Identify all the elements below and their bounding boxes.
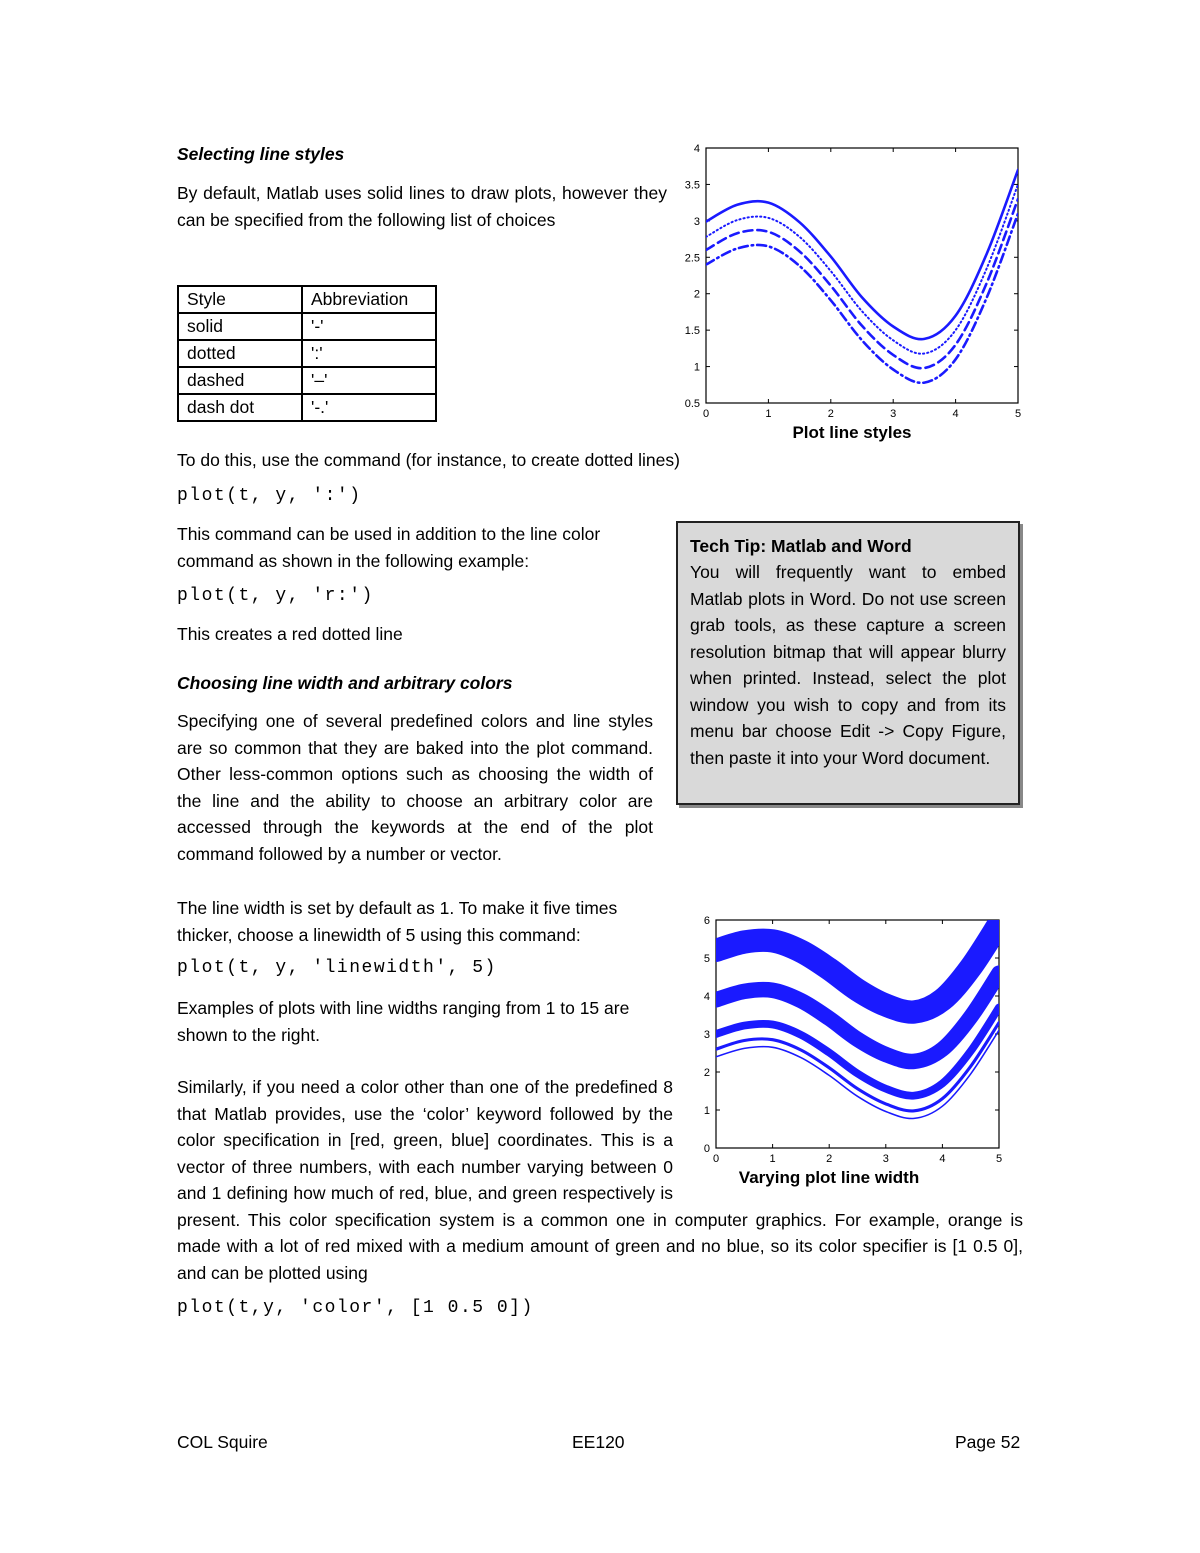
y-tick-label: 3.5: [684, 179, 700, 192]
y-tick-label: 3: [693, 215, 700, 228]
line-width-chart: [694, 905, 1014, 1170]
x-tick-label: 3: [890, 408, 897, 420]
x-tick-label: 1: [765, 408, 772, 420]
table-cell: dash dot: [178, 394, 302, 421]
x-tick-label: 0: [702, 408, 710, 420]
x-tick-label: 4: [939, 1153, 946, 1165]
table-row: [178, 313, 436, 340]
y-tick-label: 2: [703, 1067, 710, 1079]
table-cell: '-.': [302, 394, 436, 421]
line-styles-table: [177, 285, 437, 422]
y-tick-label: 1: [703, 1105, 710, 1117]
table-header-cell: Abbreviation: [302, 286, 436, 313]
section-heading-line-styles: Selecting line styles: [177, 144, 345, 164]
code-dotted: plot(t, y, ':'): [177, 486, 362, 506]
line-width-chart-caption: Varying plot line width: [738, 1168, 920, 1187]
line-styles-chart: [676, 140, 1026, 425]
table-cell: ':': [302, 340, 436, 367]
table-cell: dashed: [178, 367, 302, 394]
y-tick-label: 4: [693, 143, 700, 155]
footer-page-number: Page 52: [955, 1432, 1021, 1452]
instruction-text: To do this, use the command (for instance, to create dotted lines): [177, 450, 680, 470]
x-tick-label: 2: [827, 408, 834, 420]
table-cell: solid: [178, 313, 302, 340]
color-paragraph-text: Similarly, if you need a color other than one of the predefined 8 that Matlab provides, use the ‘color’ keyword followed by the color specification in [red, green, blue] coordinates. This is a vector of three numbers, with each number varying between 0 and 1 defining how much of red, blue, and green respectively is present. This color specification system is a common one in computer graphics. For example, orange is made with a lot of red mixed with a medium amount of green and no blue, so its color specifier is [1 0.5 0], and can be plotted using: [177, 1077, 1023, 1283]
code-orange-color: plot(t,y, 'color', [1 0.5 0]): [177, 1298, 534, 1318]
tech-tip-title: Tech Tip: Matlab and Word: [690, 536, 912, 556]
footer-author: COL Squire: [177, 1432, 268, 1452]
table-cell: '-': [302, 313, 436, 340]
y-tick-label: 4: [703, 991, 710, 1003]
y-tick-label: 2: [693, 288, 700, 301]
intro-paragraph: By default, Matlab uses solid lines to draw plots, however they can be specified from the following list of choices: [177, 183, 667, 230]
table-cell: '–': [302, 367, 436, 394]
line-width-examples-text: Examples of plots with line widths ranging from 1 to 15 are shown to the right.: [177, 998, 630, 1045]
y-tick-label: 6: [703, 915, 710, 927]
code-red-dotted: plot(t, y, 'r:'): [177, 586, 374, 606]
x-tick-label: 0: [712, 1153, 720, 1165]
color-command-text: This command can be used in addition to the line color command as shown in the following example:: [177, 524, 601, 571]
x-tick-label: 5: [1014, 408, 1022, 420]
x-tick-label: 1: [769, 1153, 776, 1165]
table-header-cell: Style: [178, 286, 302, 313]
line-width-default-text: The line width is set by default as 1. To make it five times thicker, choose a linewidth of 5 using this command:: [177, 898, 618, 945]
tech-tip-body: You will frequently want to embed Matlab plots in Word. Do not use screen grab tools, as these capture a screen resolution bitmap that will appear blurry when printed. Instead, select the plot window you wish to copy and from its menu bar choose Edit -> Copy Figure, then paste it into your Word document.: [690, 562, 1006, 768]
code-linewidth: plot(t, y, 'linewidth', 5): [177, 958, 497, 978]
table-header-row: [178, 286, 436, 313]
x-tick-label: 2: [826, 1153, 833, 1165]
table-row: [178, 394, 436, 421]
y-tick-label: 0.5: [684, 398, 700, 410]
line-width-intro-text: Specifying one of several predefined colors and line styles are so common that they are baked into the plot command. Other less-common options such as choosing the width of the line and the ability to choose an arbitrary color are accessed through the keywords at the end of the plot command followed by a number or vector.: [177, 711, 653, 864]
y-tick-label: 3: [703, 1029, 710, 1041]
table-row: [178, 367, 436, 394]
x-tick-label: 5: [995, 1153, 1003, 1165]
red-dotted-text: This creates a red dotted line: [177, 624, 403, 644]
y-tick-label: 0: [703, 1143, 710, 1155]
tech-tip-box: [676, 521, 1020, 805]
plot-frame: [706, 148, 1018, 403]
y-tick-label: 2.5: [684, 252, 700, 265]
line-styles-chart-caption: Plot line styles: [792, 423, 912, 442]
table-cell: dotted: [178, 340, 302, 367]
y-tick-label: 1: [693, 361, 700, 374]
x-tick-label: 3: [882, 1153, 889, 1165]
section-heading-line-width: Choosing line width and arbitrary colors: [177, 673, 513, 693]
y-tick-label: 1.5: [684, 325, 700, 338]
table-row: [178, 340, 436, 367]
y-tick-label: 5: [703, 953, 710, 965]
x-tick-label: 4: [952, 408, 959, 420]
footer-course: EE120: [572, 1432, 625, 1452]
